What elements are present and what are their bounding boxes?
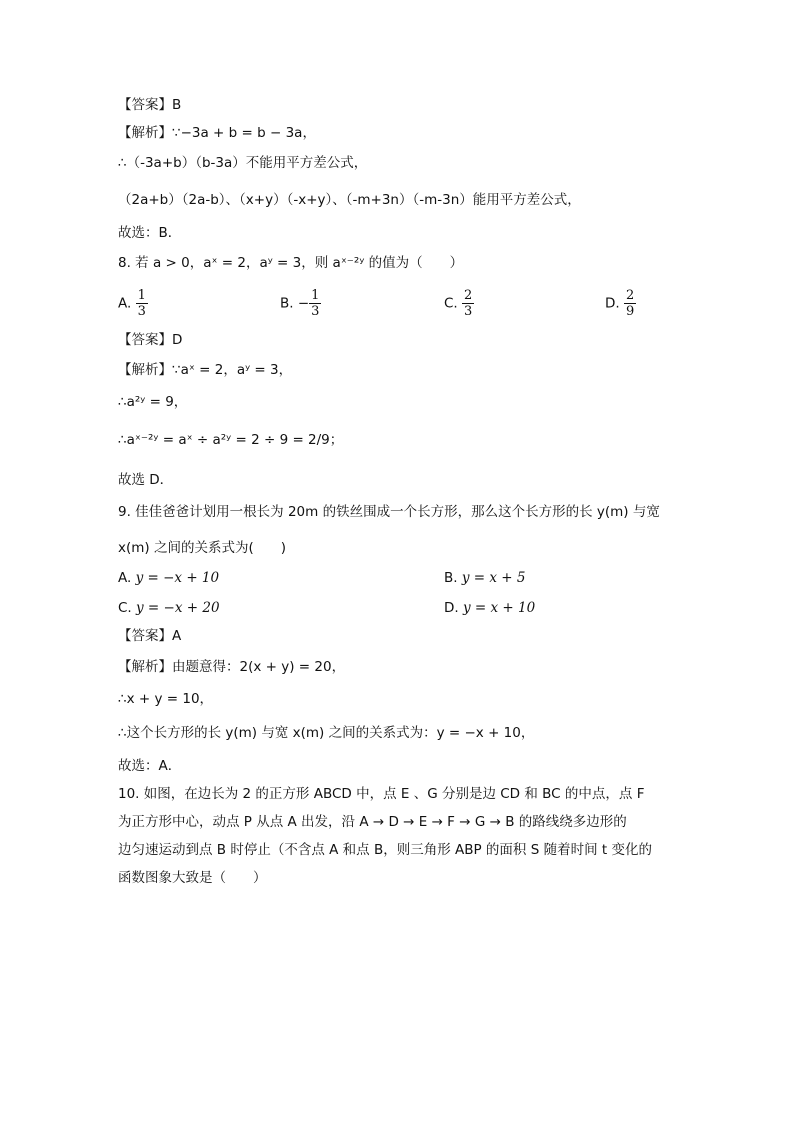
q9-option-a-expression: y = −x + 10 — [135, 570, 220, 586]
q8-option-d — [605, 288, 636, 319]
q8-option-d-numerator: 2 — [625, 288, 635, 303]
q9-option-b-expression: y = x + 5 — [461, 570, 526, 586]
explanation-q9-line3: ∴这个长方形的长 y(m) 与宽 x(m) 之间的关系式为：y = −x + 10， — [118, 725, 535, 741]
q8-option-d-fraction — [624, 288, 636, 319]
q8-option-b-numerator: 1 — [311, 288, 320, 303]
q9-option-d-expression: y = x + 10 — [462, 600, 536, 616]
q8-option-c-denominator: 3 — [464, 304, 473, 319]
q9-option-c — [118, 598, 220, 618]
q9-option-b-letter: B. — [444, 570, 458, 586]
q9-option-d-letter: D. — [444, 600, 459, 616]
q8-option-a-letter: A. — [118, 295, 132, 312]
q8-option-a-denominator: 3 — [137, 304, 146, 319]
explanation-q8-conclusion: 故选 D． — [118, 472, 174, 488]
q8-option-b-fraction — [309, 288, 321, 319]
question-10-line3: 边匀速运动到点 B 时停止（不含点 A 和点 B，则三角形 ABP 的面积 S 随着时间 t 变化的 — [118, 842, 652, 858]
question-10-line1: 10. 如图，在边长为 2 的正方形 ABCD 中，点 E 、G 分别是边 CD 和 BC 的中点，点 F — [118, 786, 645, 802]
explanation-q8-line3: ∴aˣ⁻²ʸ = aˣ ÷ a²ʸ = 2 ÷ 9 = 2/9； — [118, 432, 344, 448]
q8-option-d-letter: D. — [605, 295, 620, 312]
answer-q9: 【答案】A — [118, 628, 182, 644]
q9-option-b — [444, 568, 525, 588]
question-8: 8. 若 a > 0，aˣ = 2，aʸ = 3，则 aˣ⁻²ʸ 的值为（ ） — [118, 255, 464, 271]
q8-option-b — [280, 288, 321, 319]
explanation-q7-conclusion: 故选：B． — [118, 225, 182, 241]
question-9-line2: x(m) 之间的关系式为( ) — [118, 540, 286, 556]
answer-q7: 【答案】B — [118, 97, 182, 113]
explanation-q8-line1: 【解析】∵aˣ = 2，aʸ = 3， — [118, 362, 293, 378]
answer-q8: 【答案】D — [118, 332, 183, 348]
q9-option-d — [444, 598, 535, 618]
q8-option-c-numerator: 2 — [464, 288, 473, 303]
q9-option-a-letter: A. — [118, 570, 132, 586]
q8-option-c-fraction — [462, 288, 474, 319]
q8-option-a-fraction — [136, 288, 148, 319]
question-10-line2: 为正方形中心，动点 P 从点 A 出发，沿 A → D → E → F → G → B 的路线绕多边形的 — [118, 814, 627, 830]
explanation-q9-line2: ∴x + y = 10， — [118, 691, 214, 707]
q8-option-c-letter: C. — [444, 295, 458, 312]
q8-option-c — [444, 288, 474, 319]
q8-option-b-letter: B. — [280, 295, 294, 312]
explanation-q7-line2: ∴（-3a+b）（b-3a）不能用平方差公式， — [118, 155, 368, 171]
explanation-q8-line2: ∴a²ʸ = 9， — [118, 394, 188, 410]
explanation-q9-conclusion: 故选：A． — [118, 758, 182, 774]
explanation-q7-line3: （2a+b）（2a-b）、（x+y）（-x+y）、（-m+3n）（-m-3n）能用平方差公式， — [118, 192, 581, 208]
question-10-line4: 函数图象大致是（ ） — [118, 870, 267, 886]
q8-option-b-sign: − — [297, 295, 310, 312]
explanation-q7-line1: 【解析】∵−3a + b = b − 3a， — [118, 125, 316, 141]
q9-option-c-letter: C. — [118, 600, 132, 616]
explanation-q9-line1: 【解析】由题意得：2(x + y) = 20， — [118, 659, 346, 675]
question-9-line1: 9. 佳佳爸爸计划用一根长为 20m 的铁丝围成一个长方形，那么这个长方形的长 y(m) 与宽 — [118, 504, 660, 520]
q9-option-c-expression: y = −x + 20 — [136, 600, 220, 616]
q8-option-b-denominator: 3 — [311, 304, 320, 319]
q8-option-a-numerator: 1 — [137, 288, 146, 303]
q9-option-a — [118, 568, 219, 588]
q8-option-d-denominator: 9 — [625, 304, 635, 319]
q8-option-a — [118, 288, 148, 319]
